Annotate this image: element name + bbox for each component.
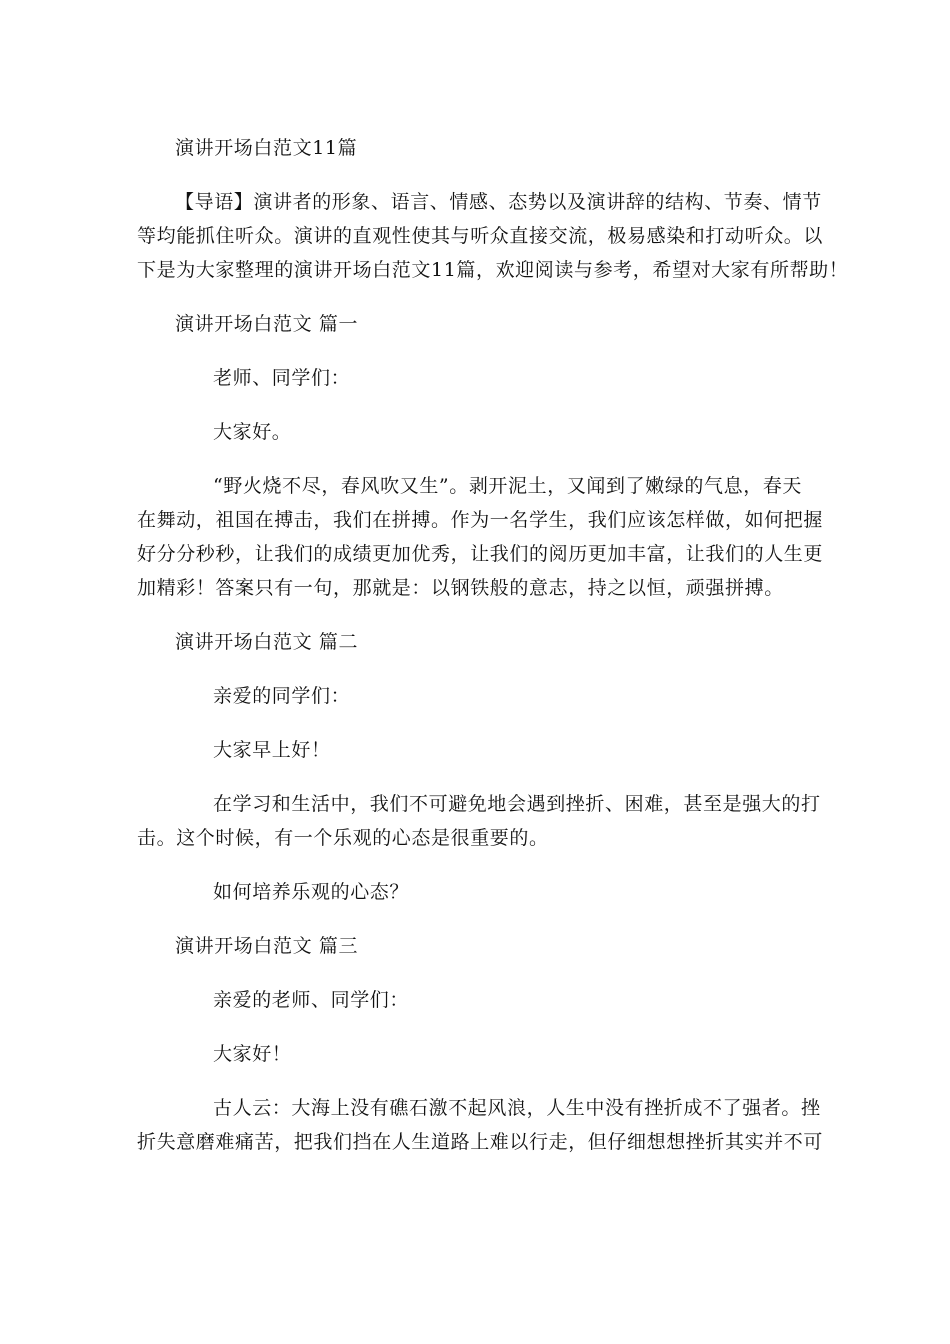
section-greeting: 大家好。 [213, 421, 292, 443]
body-line: 好分分秒秒，让我们的成绩更加优秀，让我们的阅历更加丰富，让我们的人生更 [137, 543, 824, 565]
intro-line: 下是为大家整理的演讲开场白范文11篇，欢迎阅读与参考，希望对大家有所帮助！ [137, 259, 849, 281]
section-heading-1: 演讲开场白范文 篇一 [175, 313, 359, 335]
body-line: 击。这个时候，有一个乐观的心态是很重要的。 [137, 827, 549, 849]
intro-line: 等均能抓住听众。演讲的直观性使其与听众直接交流，极易感染和打动听众。以 [137, 225, 824, 247]
section-heading-3: 演讲开场白范文 篇三 [175, 935, 359, 957]
section-greeting: 大家早上好！ [213, 739, 331, 761]
intro-line: 【导语】演讲者的形象、语言、情感、态势以及演讲辞的结构、节奏、情节 [175, 191, 822, 213]
body-line: “野火烧不尽，春风吹又生”。剥开泥土，又闻到了嫩绿的气息，春天 [213, 475, 803, 497]
body-line: 加精彩！答案只有一句，那就是：以钢铁般的意志，持之以恒，顽强拼搏。 [137, 577, 784, 599]
section-salutation: 老师、同学们： [213, 367, 351, 389]
document-title: 演讲开场白范文11篇 [175, 137, 358, 159]
body-line: 折失意磨难痛苦，把我们挡在人生道路上难以行走，但仔细想想挫折其实并不可 [137, 1131, 824, 1153]
section-salutation: 亲爱的同学们： [213, 685, 351, 707]
section-salutation: 亲爱的老师、同学们： [213, 989, 410, 1011]
section-greeting: 大家好！ [213, 1043, 292, 1065]
body-line: 在舞动，祖国在搏击，我们在拼搏。作为一名学生，我们应该怎样做，如何把握 [137, 509, 824, 531]
section-question: 如何培养乐观的心态？ [213, 881, 410, 903]
section-heading-2: 演讲开场白范文 篇二 [175, 631, 359, 653]
body-line: 在学习和生活中，我们不可避免地会遇到挫折、困难，甚至是强大的打 [213, 793, 821, 815]
body-line: 古人云：大海上没有礁石激不起风浪，人生中没有挫折成不了强者。挫 [213, 1097, 821, 1119]
